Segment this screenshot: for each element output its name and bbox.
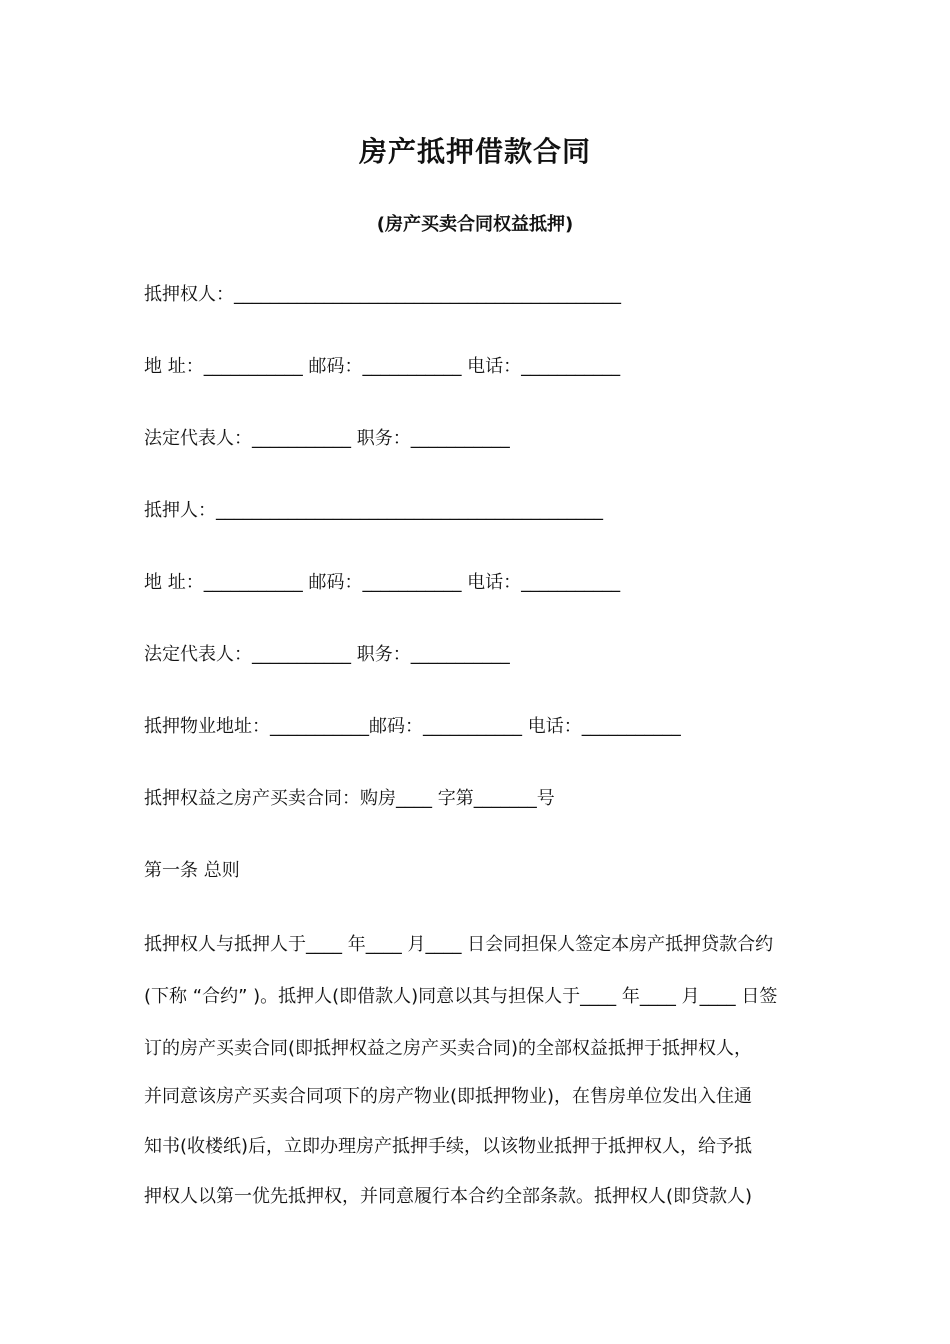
field-mortgagee-address: 地 址：___________ 邮码：___________ 电话：___________: [144, 356, 621, 377]
section-heading: 第一条 总则: [144, 860, 240, 881]
field-mortgagor-address: 地 址：___________ 邮码：___________ 电话：___________: [144, 572, 621, 593]
field-mortgagee: 抵押权人：___________________________________________: [144, 284, 621, 305]
paragraph-line: 押权人以第一优先抵押权，并同意履行本合约全部条款。抵押权人(即贷款人): [144, 1186, 753, 1207]
paragraph-line: 并同意该房产买卖合同项下的房产物业(即抵押物业)，在售房单位发出入住通: [144, 1086, 753, 1107]
document-title: 房产抵押借款合同: [358, 135, 591, 168]
paragraph-line: (下称 “合约” )。抵押人(即借款人)同意以其与担保人于____ 年____ 月____ 日签: [144, 986, 778, 1007]
paragraph-line: 知书(收楼纸)后，立即办理房产抵押手续，以该物业抵押于抵押权人，给予抵: [144, 1136, 753, 1157]
field-property-address: 抵押物业地址：___________邮码：___________ 电话：___________: [144, 716, 681, 737]
field-purchase-contract: 抵押权益之房产买卖合同：购房____ 字第_______号: [144, 788, 555, 809]
document-subtitle: (房产买卖合同权益抵押): [376, 214, 574, 235]
field-mortgagor-representative: 法定代表人：___________ 职务：___________: [144, 644, 510, 665]
paragraph-line: 抵押权人与抵押人于____ 年____ 月____ 日会同担保人签定本房产抵押贷款合约: [144, 934, 774, 955]
field-mortgagor: 抵押人：___________________________________________: [144, 500, 603, 521]
field-mortgagee-representative: 法定代表人：___________ 职务：___________: [144, 428, 510, 449]
paragraph-line: 订的房产买卖合同(即抵押权益之房产买卖合同)的全部权益抵押于抵押权人，: [144, 1038, 753, 1059]
